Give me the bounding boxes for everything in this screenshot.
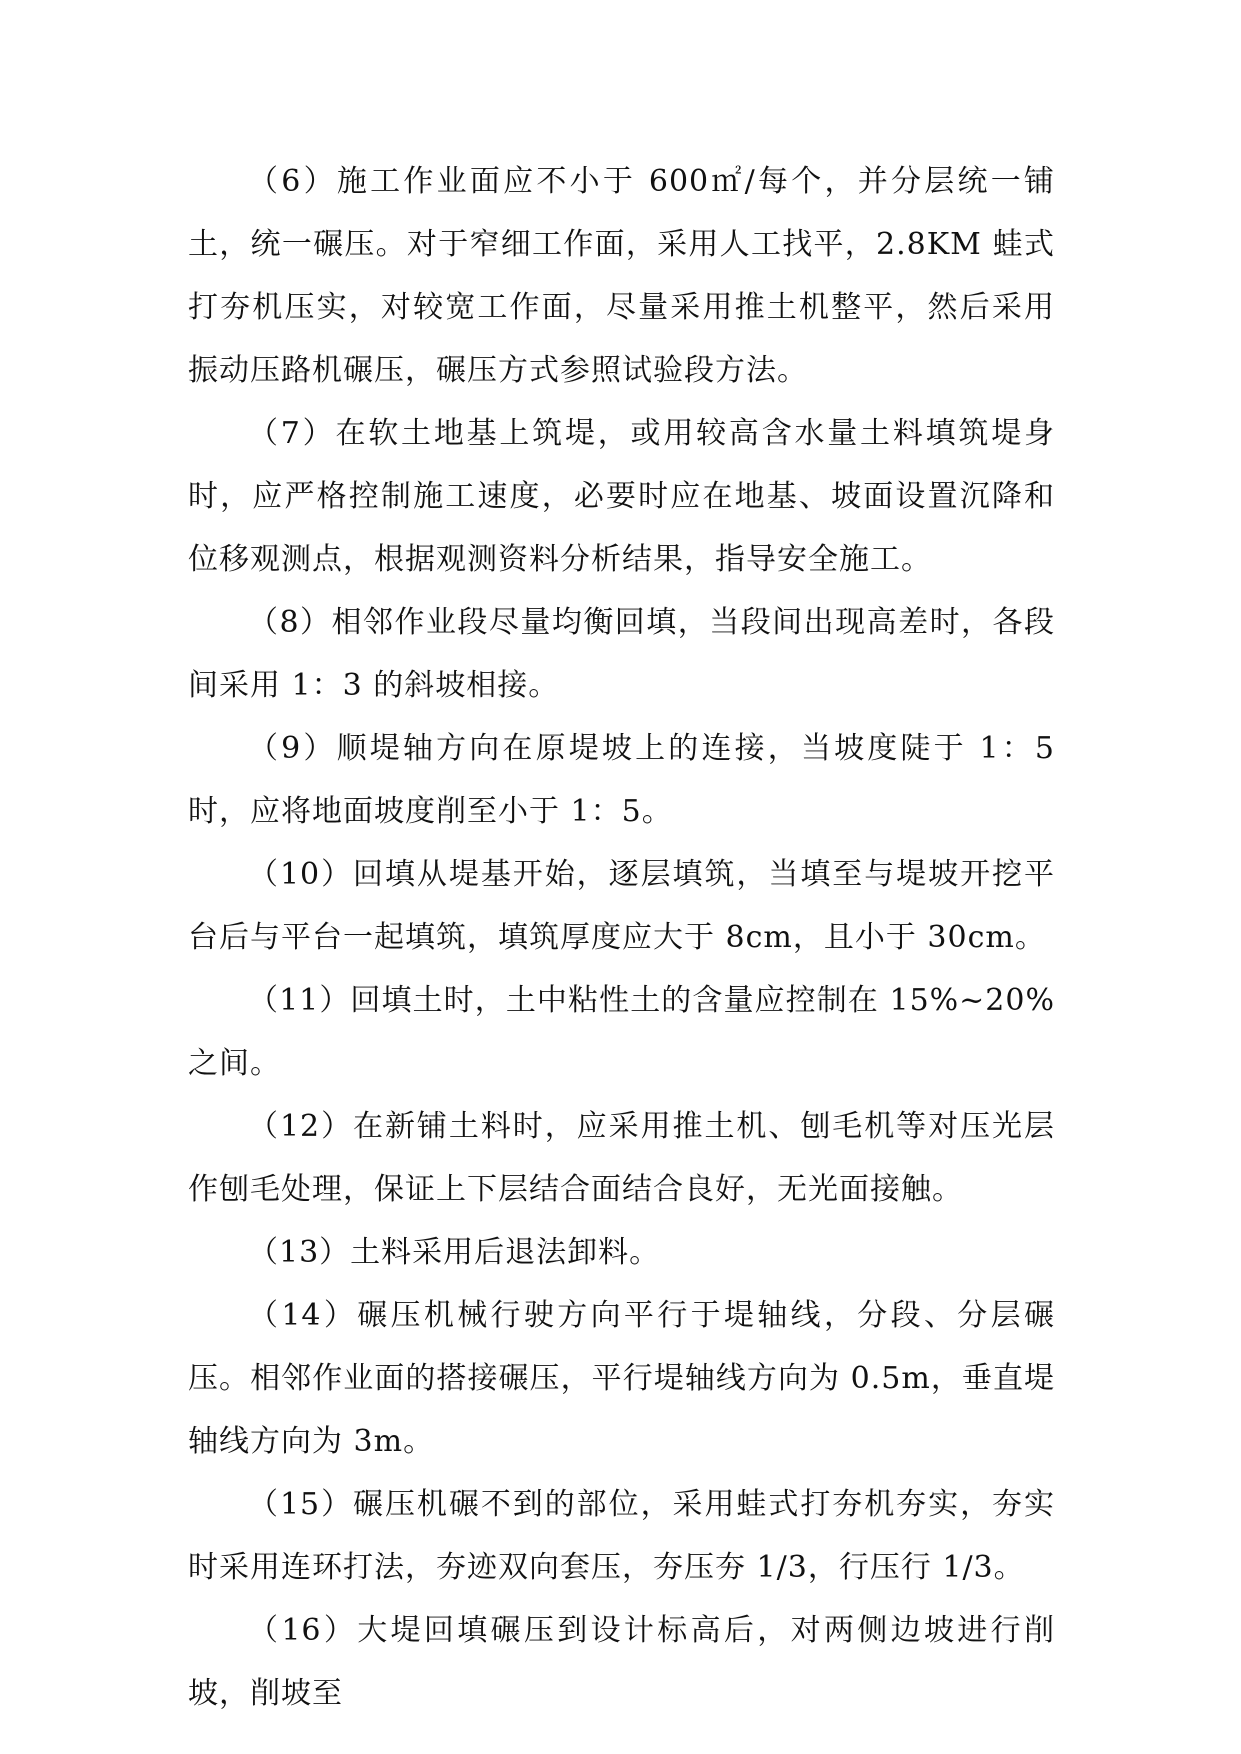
paragraph-9: （9）顺堤轴方向在原堤坡上的连接，当坡度陡于 1：5 时，应将地面坡度削至小于 1：5。	[188, 731, 1055, 829]
paragraph-8: （8）相邻作业段尽量均衡回填，当段间出现高差时，各段间采用 1：3 的斜坡相接。	[188, 605, 1055, 703]
document-body	[188, 150, 1055, 1725]
paragraph-10: （10）回填从堤基开始，逐层填筑，当填至与堤坡开挖平台后与平台一起填筑，填筑厚度应大于 8cm，且小于 30cm。	[188, 857, 1055, 955]
paragraph-14: （14）碾压机械行驶方向平行于堤轴线，分段、分层碾压。相邻作业面的搭接碾压，平行堤轴线方向为 0.5m，垂直堤轴线方向为 3m。	[188, 1298, 1055, 1459]
paragraph-15: （15）碾压机碾不到的部位，采用蛙式打夯机夯实，夯实时采用连环打法，夯迹双向套压，夯压夯 1/3，行压行 1/3。	[188, 1487, 1055, 1585]
paragraph-11: （11）回填土时，土中粘性土的含量应控制在 15%~20%之间。	[188, 983, 1055, 1081]
paragraph-12: （12）在新铺土料时，应采用推土机、刨毛机等对压光层作刨毛处理，保证上下层结合面结合良好，无光面接触。	[188, 1109, 1055, 1207]
paragraph-16: （16）大堤回填碾压到设计标高后，对两侧边坡进行削坡，削坡至	[188, 1613, 1055, 1711]
paragraph-7: （7）在软土地基上筑堤，或用较高含水量土料填筑堤身时，应严格控制施工速度，必要时应在地基、坡面设置沉降和位移观测点，根据观测资料分析结果，指导安全施工。	[188, 416, 1055, 577]
paragraph-13: （13）土料采用后退法卸料。	[248, 1235, 661, 1270]
paragraph-6: （6）施工作业面应不小于 600㎡/每个，并分层统一铺土，统一碾压。对于窄细工作面，采用人工找平，2.8KM 蛙式打夯机压实，对较宽工作面，尽量采用推土机整平，然后采用振动压路机碾压，碾压方式参照试验段方法。	[188, 164, 1055, 388]
